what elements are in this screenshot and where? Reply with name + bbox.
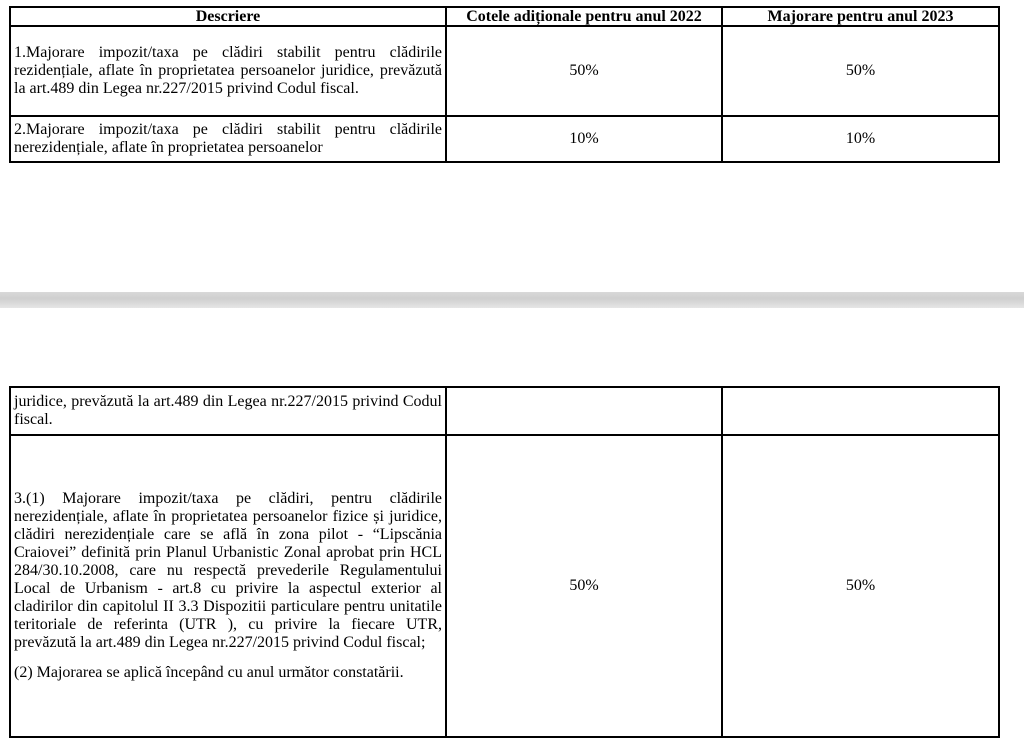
page-separator: [0, 292, 1024, 308]
row-increase-2023: [722, 387, 999, 435]
table-row: [10, 116, 999, 162]
header-rate-2022: Cotele adiționale pentru anul 2022: [446, 7, 722, 26]
table-row: [10, 435, 999, 737]
row-rate-2022: [446, 387, 722, 435]
table-row: [10, 387, 999, 435]
row-description: 1.Majorare impozit/taxa pe clădiri stabilit pentru clădirile rezidențiale, aflate în proprietatea persoanelor juridice, prevăzută la art.489 din Legea nr.227/2015 privind Codul fiscal.: [10, 26, 446, 116]
description-paragraph-2: (2) Majorarea se aplică începând cu anul următor constatării.: [14, 664, 404, 681]
header-description: Descriere: [10, 7, 446, 26]
row-description: juridice, prevăzută la art.489 din Legea nr.227/2015 privind Codul fiscal.: [10, 387, 446, 435]
row-rate-2022: 50%: [446, 435, 722, 737]
row-increase-2023: 50%: [722, 26, 999, 116]
row-description: [10, 435, 446, 737]
row-increase-2023: 50%: [722, 435, 999, 737]
document-page-1: [0, 0, 1024, 292]
row-rate-2022: 50%: [446, 26, 722, 116]
header-increase-2023: Majorare pentru anul 2023: [722, 7, 999, 26]
document-page-2: [0, 308, 1024, 742]
table-header-row: [10, 7, 999, 26]
row-rate-2022: 10%: [446, 116, 722, 162]
description-paragraph-1: 3.(1) Majorare impozit/taxa pe clădiri, pentru clădirile nerezidențiale, aflate în proprietatea persoanelor fizice și juridice, clădiri nerezidențiale care se află în zona pilot - “Lipscănia Craiovei” definită prin Planul Urbanistic Zonal aprobat prin HCL 284/30.10.2008, care nu respectă prevederile Regulamentului Local de Urbanism - art.8 cu privire la aspectul exterior al cladirilor din capitolul II 3.3 Dispozitii particulare pentru unitatile teritoriale de referinta (UTR ), cu privire la fiecare UTR, prevăzută la art.489 din Legea nr.227/2015 privind Codul fiscal;: [14, 490, 442, 651]
tax-increase-table-part2: [9, 386, 1000, 738]
row-increase-2023: 10%: [722, 116, 999, 162]
row-description: 2.Majorare impozit/taxa pe clădiri stabilit pentru clădirile nerezidențiale, aflate în proprietatea persoanelor: [10, 116, 446, 162]
tax-increase-table-part1: [9, 6, 1000, 163]
table-row: [10, 26, 999, 116]
